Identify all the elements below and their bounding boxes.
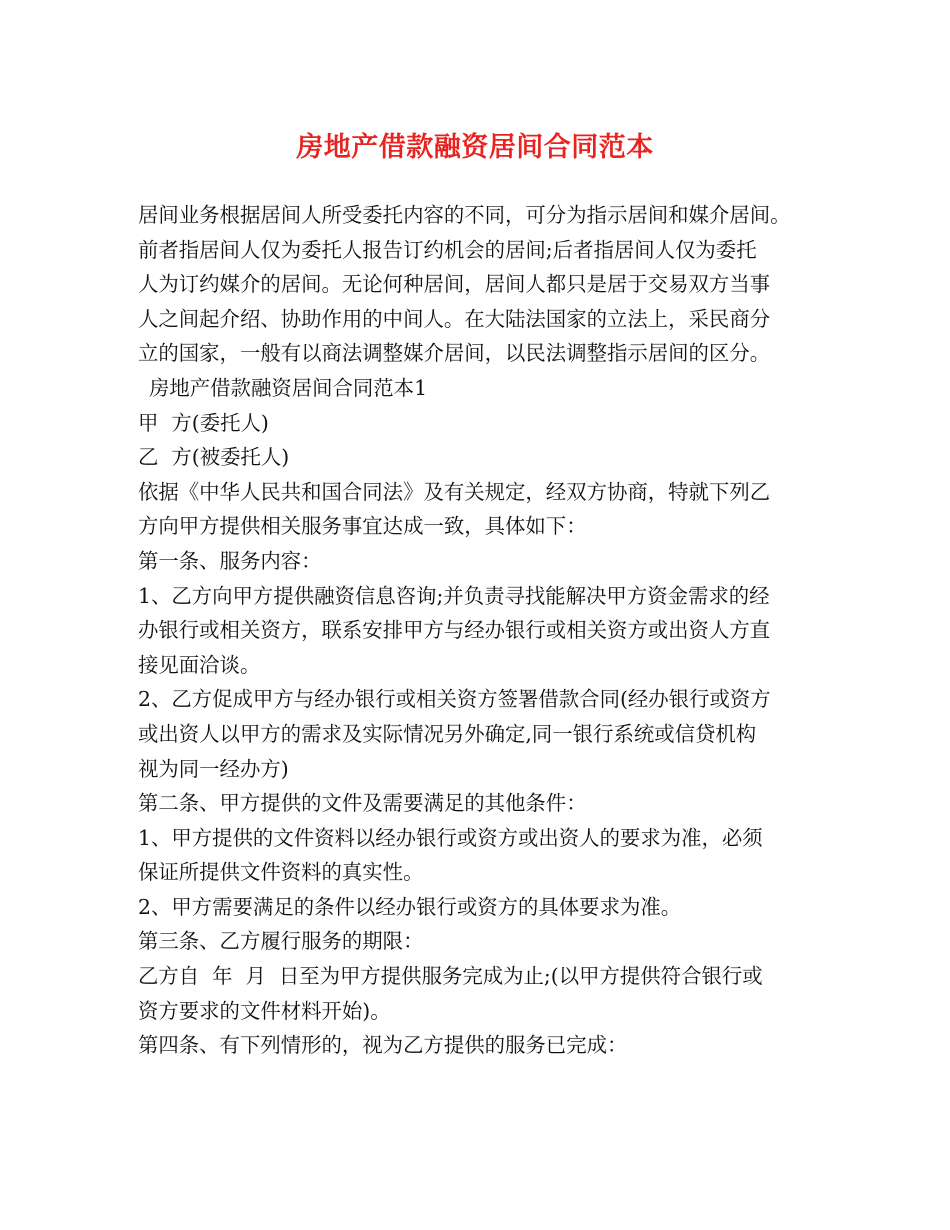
body-line: 依据《中华人民共和国合同法》及有关规定，经双方协商，特就下列乙	[138, 479, 771, 504]
body-line: 办银行或相关资方，联系安排甲方与经办银行或相关资方或出资人方直	[138, 618, 771, 643]
document-title: 房地产借款融资居间合同范本	[296, 132, 654, 163]
article-heading: 第一条、服务内容：	[138, 548, 322, 573]
body-line: 资方要求的文件材料开始)。	[138, 998, 391, 1023]
article-heading: 第四条、有下列情形的，视为乙方提供的服务已完成：	[138, 1033, 628, 1058]
body-line: 人之间起介绍、协助作用的中间人。在大陆法国家的立法上，采民商分	[138, 306, 771, 331]
body-line: 人为订约媒介的居间。无论何种居间，居间人都只是居于交易双方当事	[138, 272, 771, 297]
body-line: 1、甲方提供的文件资料以经办银行或资方或出资人的要求为准，必须	[138, 825, 763, 850]
document-body	[138, 198, 858, 1063]
body-line: 立的国家，一般有以商法调整媒介居间，以民法调整指示居间的区分。	[138, 341, 771, 366]
body-line: 保证所提供文件资料的真实性。	[138, 860, 424, 885]
body-line: 接见面洽谈。	[138, 652, 261, 677]
body-line: 乙方自 年 月 日至为甲方提供服务完成为止;(以甲方提供符合银行或	[138, 964, 763, 989]
body-line: 2、乙方促成甲方与经办银行或相关资方签署借款合同(经办银行或资方	[138, 687, 771, 712]
article-heading: 第三条、乙方履行服务的期限：	[138, 929, 424, 954]
body-line: 2、甲方需要满足的条件以经办银行或资方的具体要求为准。	[138, 894, 682, 919]
body-line: 方向甲方提供相关服务事宜达成一致，具体如下：	[138, 514, 587, 539]
body-line: 视为同一经办方)	[138, 756, 289, 781]
body-line: 居间业务根据居间人所受委托内容的不同，可分为指示居间和媒介居间。	[138, 203, 791, 227]
article-heading: 第二条、甲方提供的文件及需要满足的其他条件：	[138, 791, 587, 816]
body-line: 或出资人以甲方的需求及实际情况另外确定,同一银行系统或信贷机构	[138, 721, 757, 746]
party-a-line: 甲 方(委托人)	[138, 410, 269, 435]
section-heading: 房地产借款融资居间合同范本1	[149, 375, 428, 400]
party-b-line: 乙 方(被委托人)	[138, 445, 290, 470]
body-line: 1、乙方向甲方提供融资信息咨询;并负责寻找能解决甲方资金需求的经	[138, 583, 770, 608]
body-line: 前者指居间人仅为委托人报告订约机会的居间;后者指居间人仅为委托	[138, 237, 757, 262]
